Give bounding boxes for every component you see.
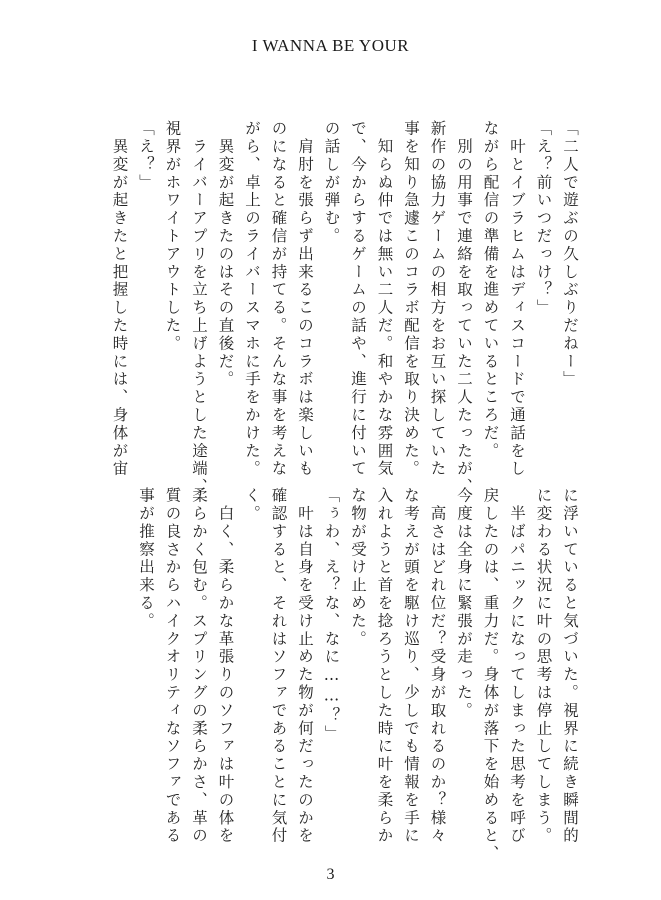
text-line: 視界がホワイトアウトした。	[163, 120, 182, 353]
text-line: 「え？」	[137, 120, 155, 192]
text-line: 確認すると、それはソファであることに気付	[269, 487, 288, 845]
text-line: 柔らかく包む。スプリングの柔らかさ、革の	[190, 487, 208, 845]
text-line: に変わる状況に叶の思考は停止してしまう。	[534, 487, 553, 845]
text-line: の話しが弾む。	[322, 120, 341, 246]
text-block-lower	[133, 487, 584, 863]
page-header-title: I WANNA BE YOUR	[251, 36, 410, 55]
text-line: 肩肘を張らず出来るこのコラボは楽しいも	[296, 120, 314, 478]
text-line: 異変が起きたのはその直後だ。	[216, 120, 235, 389]
text-line: 新作の協力ゲームの相方をお互い探していた	[428, 120, 447, 478]
text-line: に浮いていると気づいた。視界に続き瞬間的	[561, 487, 579, 845]
text-line: な考えが頭を駆け巡り、少しでも情報を手に	[402, 487, 420, 845]
text-line: 戻したのは、重力だ。身体が落下を始めると、	[481, 487, 500, 863]
text-line: 知らぬ仲では無い二人だ。和やかな雰囲気	[375, 120, 394, 478]
text-line: 高さはどれ位だ？受身が取れるのか？様々	[428, 487, 447, 845]
text-line: 「え？前いつだっけ？」	[534, 120, 553, 317]
text-line: 白く、柔らかな革張りのソファは叶の体を	[216, 487, 235, 845]
text-line: 事を知り急遽このコラボ配信を取り決めた。	[402, 120, 420, 478]
text-line: 半ばパニックになってしまった思考を呼び	[508, 487, 526, 845]
text-line: 叶は自身を受け止めた物が何だったのかを	[296, 487, 314, 845]
text-line: ながら配信の準備を進めているところだ。	[481, 120, 500, 461]
text-line: 「ぅわ、え？な、なに……？」	[322, 487, 341, 743]
text-line: 異変が起きたと把握した時には、身体が宙	[110, 120, 129, 478]
text-line: な物が受け止めた。	[349, 487, 367, 649]
page-number: 3	[326, 866, 335, 883]
text-line: 別の用事で連絡を取っていた二人たったが、	[455, 120, 473, 496]
text-line: く。	[243, 487, 261, 523]
text-line: 事が推察出来る。	[137, 487, 155, 631]
text-line: ライバーアプリを立ち上げようとした途端、	[190, 120, 208, 496]
text-line: で、今からするゲームの話や、進行に付いて	[349, 120, 367, 478]
text-line: 叶とイブラヒムはディスコードで通話をし	[508, 120, 526, 478]
text-line: 「二人で遊ぶの久しぶりだねー」	[561, 120, 579, 389]
text-line: 入れようと首を捻ろうとした時に叶を柔らか	[375, 487, 394, 845]
text-line: 今度は全身に緊張が走った。	[455, 487, 473, 720]
text-line: がら、卓上のライバースマホに手をかけた。	[243, 120, 261, 478]
text-line: のになると確信が持てる。そんな事を考えな	[269, 120, 288, 478]
text-block-upper	[106, 120, 583, 496]
text-line: 質の良さからハイクオリティなソファである	[163, 487, 182, 845]
